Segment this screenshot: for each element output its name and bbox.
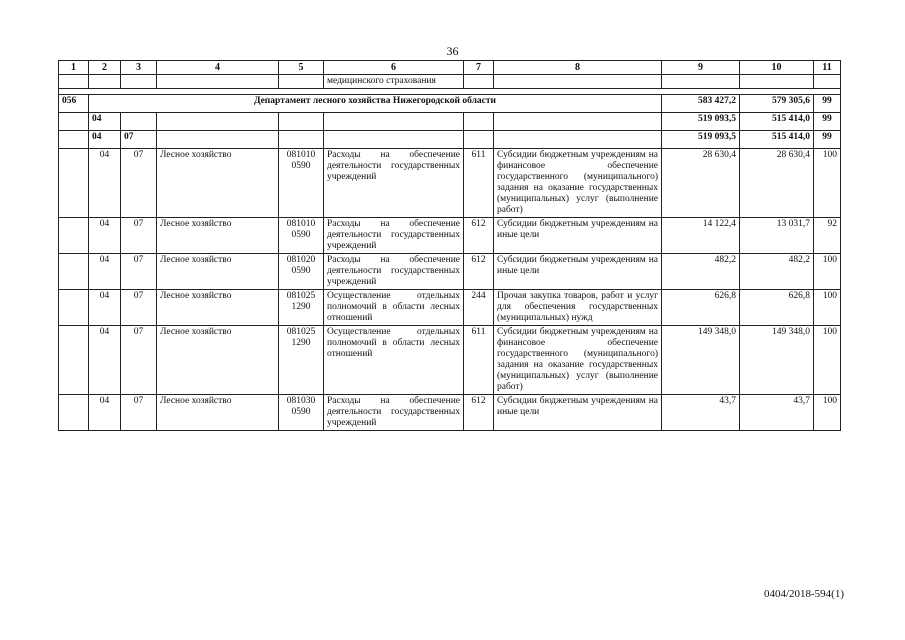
cell-section: 04 (89, 395, 121, 431)
department-name: Департамент лесного хозяйства Нижегородской области (89, 95, 662, 113)
cell-expense-name: Осуществление отдельных полномочий в области лесных отношений (324, 326, 464, 395)
target-code-part1: 081030 (286, 396, 316, 406)
cell-target-code (279, 395, 324, 431)
subsection-code: 07 (121, 131, 157, 149)
cell-c1 (59, 395, 89, 431)
cell-expense-name: Осуществление отдельных полномочий в области лесных отношений (324, 290, 464, 326)
table-row (59, 218, 841, 254)
column-header: 7 (464, 61, 494, 75)
section-code: 04 (89, 113, 121, 131)
cell-activity: Лесное хозяйство (157, 254, 279, 290)
cell-value-11: 100 (814, 395, 841, 431)
cell-c1 (59, 218, 89, 254)
cell-expense-type-name: Субсидии бюджетным учреждениям на иные цели (494, 218, 662, 254)
table-row (59, 254, 841, 290)
document-code: 0404/2018-594(1) (763, 588, 844, 600)
cell-activity: Лесное хозяйство (157, 149, 279, 218)
cell-target-code (279, 254, 324, 290)
cell-expense-type: 612 (464, 395, 494, 431)
cell-expense-type: 244 (464, 290, 494, 326)
cell-c1 (59, 290, 89, 326)
department-value-11: 99 (814, 95, 841, 113)
cell-value-10: 482,2 (740, 254, 814, 290)
budget-table (58, 60, 841, 431)
cell-target-code (279, 290, 324, 326)
cell-value-9: 28 630,4 (662, 149, 740, 218)
section-value-10: 515 414,0 (740, 131, 814, 149)
cell-expense-type-name: Субсидии бюджетным учреждениям на финансовое обеспечение государственного (муниципального) задания на оказание государственных (муниципальных) услуг (выполнение работ) (494, 326, 662, 395)
table-row (59, 290, 841, 326)
section-value-11: 99 (814, 131, 841, 149)
target-code-part2: 1290 (291, 338, 311, 348)
cell-value-10: 28 630,4 (740, 149, 814, 218)
carry-over-row (59, 75, 841, 89)
cell-value-9: 482,2 (662, 254, 740, 290)
cell-value-9: 43,7 (662, 395, 740, 431)
cell-subsection: 07 (121, 218, 157, 254)
column-header: 2 (89, 61, 121, 75)
cell-subsection: 07 (121, 326, 157, 395)
cell-activity: Лесное хозяйство (157, 326, 279, 395)
page-number: 36 (446, 44, 459, 58)
cell-expense-name: Расходы на обеспечение деятельности государственных учреждений (324, 218, 464, 254)
carry-over-text: медицинского страхования (324, 75, 464, 89)
cell-value-9: 14 122,4 (662, 218, 740, 254)
section-value-9: 519 093,5 (662, 113, 740, 131)
cell-value-10: 149 348,0 (740, 326, 814, 395)
cell-value-10: 13 031,7 (740, 218, 814, 254)
table-row (59, 326, 841, 395)
target-code-part1: 081010 (286, 150, 316, 160)
cell-expense-type: 611 (464, 149, 494, 218)
cell-value-10: 626,8 (740, 290, 814, 326)
section-code: 04 (89, 131, 121, 149)
cell-expense-type-name: Прочая закупка товаров, работ и услуг для обеспечения государственных (муниципальных) нужд (494, 290, 662, 326)
target-code-part1: 081025 (286, 291, 316, 301)
cell-value-11: 100 (814, 326, 841, 395)
subsection-code (121, 113, 157, 131)
cell-section: 04 (89, 218, 121, 254)
cell-c1 (59, 326, 89, 395)
cell-c1 (59, 149, 89, 218)
section-value-9: 519 093,5 (662, 131, 740, 149)
column-header: 1 (59, 61, 89, 75)
target-code-part2: 0590 (291, 266, 311, 276)
cell-section: 04 (89, 254, 121, 290)
cell-value-11: 92 (814, 218, 841, 254)
cell-subsection: 07 (121, 395, 157, 431)
column-header: 8 (494, 61, 662, 75)
target-code-part1: 081010 (286, 219, 316, 229)
cell-value-9: 149 348,0 (662, 326, 740, 395)
cell-activity: Лесное хозяйство (157, 218, 279, 254)
column-header: 6 (324, 61, 464, 75)
section-row (59, 131, 841, 149)
cell-subsection: 07 (121, 254, 157, 290)
department-row (59, 95, 841, 113)
column-header: 10 (740, 61, 814, 75)
department-value-10: 579 305,6 (740, 95, 814, 113)
cell-value-9: 626,8 (662, 290, 740, 326)
cell-expense-name: Расходы на обеспечение деятельности государственных учреждений (324, 395, 464, 431)
cell-expense-type: 611 (464, 326, 494, 395)
column-header: 4 (157, 61, 279, 75)
department-value-9: 583 427,2 (662, 95, 740, 113)
cell-subsection: 07 (121, 149, 157, 218)
section-row (59, 113, 841, 131)
column-header: 9 (662, 61, 740, 75)
column-header: 11 (814, 61, 841, 75)
section-value-11: 99 (814, 113, 841, 131)
cell-expense-type-name: Субсидии бюджетным учреждениям на иные цели (494, 254, 662, 290)
cell-target-code (279, 326, 324, 395)
cell-expense-type: 612 (464, 254, 494, 290)
cell-activity: Лесное хозяйство (157, 290, 279, 326)
cell-target-code (279, 218, 324, 254)
cell-section: 04 (89, 290, 121, 326)
cell-target-code (279, 149, 324, 218)
cell-expense-type-name: Субсидии бюджетным учреждениям на финансовое обеспечение государственного (муниципального) задания на оказание государственных (муниципальных) услуг (выполнение работ) (494, 149, 662, 218)
cell-value-11: 100 (814, 254, 841, 290)
target-code-part2: 0590 (291, 161, 311, 171)
cell-expense-name: Расходы на обеспечение деятельности государственных учреждений (324, 149, 464, 218)
target-code-part2: 1290 (291, 302, 311, 312)
cell-expense-name: Расходы на обеспечение деятельности государственных учреждений (324, 254, 464, 290)
cell-subsection: 07 (121, 290, 157, 326)
cell-value-11: 100 (814, 149, 841, 218)
column-header: 3 (121, 61, 157, 75)
column-number-row (59, 61, 841, 75)
department-code: 056 (59, 95, 89, 113)
target-code-part1: 081025 (286, 327, 316, 337)
target-code-part2: 0590 (291, 407, 311, 417)
cell-section: 04 (89, 326, 121, 395)
cell-activity: Лесное хозяйство (157, 395, 279, 431)
cell-value-11: 100 (814, 290, 841, 326)
cell-c1 (59, 254, 89, 290)
section-value-10: 515 414,0 (740, 113, 814, 131)
cell-expense-type: 612 (464, 218, 494, 254)
cell-section: 04 (89, 149, 121, 218)
table-row (59, 395, 841, 431)
cell-value-10: 43,7 (740, 395, 814, 431)
table-row (59, 149, 841, 218)
column-header: 5 (279, 61, 324, 75)
target-code-part2: 0590 (291, 230, 311, 240)
target-code-part1: 081020 (286, 255, 316, 265)
cell-expense-type-name: Субсидии бюджетным учреждениям на иные цели (494, 395, 662, 431)
